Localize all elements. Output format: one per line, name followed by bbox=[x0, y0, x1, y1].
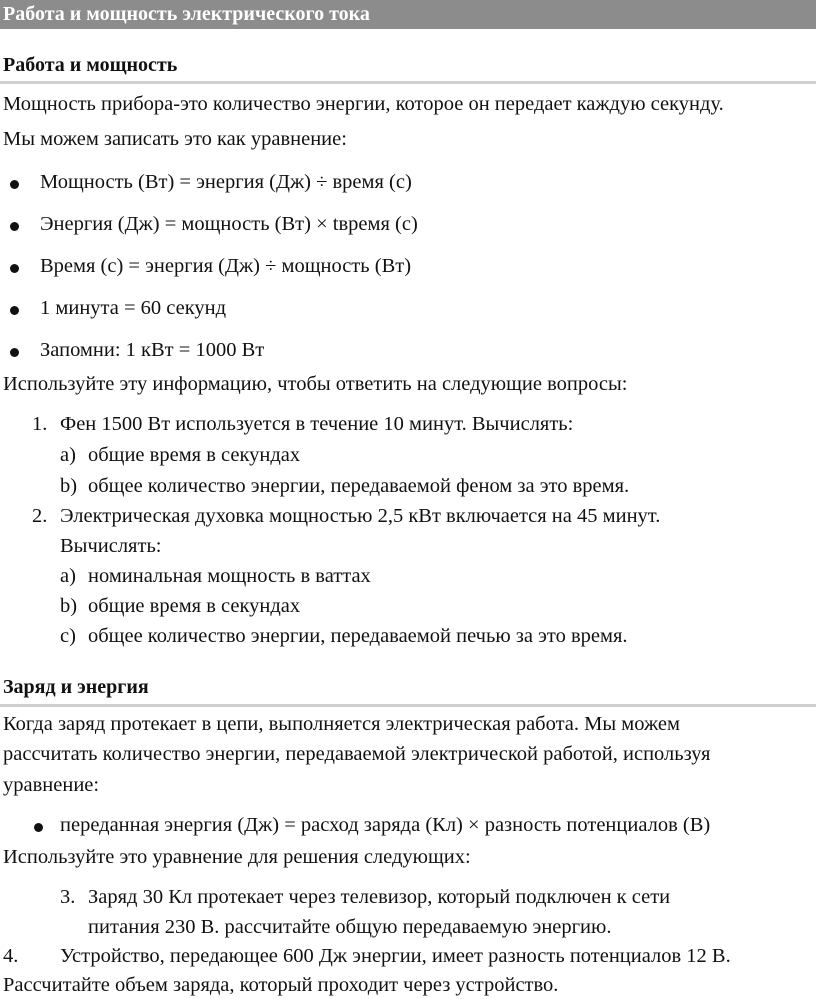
formula-bullet: переданная энергия (Дж) = расход заряда (Кл) × разность потенциалов (В) bbox=[60, 814, 711, 836]
question-number: 3. bbox=[60, 886, 76, 908]
sub-question-letter: a) bbox=[60, 565, 76, 587]
bullet-dot-icon bbox=[10, 306, 19, 315]
sub-question-letter: a) bbox=[60, 444, 76, 466]
question-text: Вычислять: bbox=[60, 535, 162, 557]
sub-question-letter: b) bbox=[60, 475, 78, 497]
bullet-dot-icon bbox=[34, 823, 43, 832]
intro-text: уравнение: bbox=[3, 774, 100, 796]
sub-question-letter: b) bbox=[60, 595, 78, 617]
question-prompt: Используйте эту информацию, чтобы ответить на следующие вопросы: bbox=[3, 373, 628, 395]
question-number: 1. bbox=[32, 413, 48, 435]
intro-text: рассчитать количество энергии, передаваемой электрической работой, используя bbox=[3, 743, 711, 765]
sub-question-text: общие время в секундах bbox=[88, 595, 301, 617]
sub-question-text: общее количество энергии, передаваемой феном за это время. bbox=[88, 475, 630, 497]
intro-text: Мощность прибора-это количество энергии, которое он передает каждую секунду. bbox=[3, 93, 724, 115]
question-prompt: Используйте это уравнение для решения следующих: bbox=[3, 846, 471, 868]
page-title: Работа и мощность электрического тока bbox=[0, 0, 816, 29]
formula-bullet: Время (с) = энергия (Дж) ÷ мощность (Вт) bbox=[40, 255, 412, 277]
formula-bullet: Запомни: 1 кВт = 1000 Вт bbox=[40, 339, 265, 361]
question-text: Заряд 30 Кл протекает через телевизор, который подключен к сети bbox=[88, 886, 671, 908]
question-text: питания 230 В. рассчитайте общую передаваемую энергию. bbox=[88, 916, 612, 938]
sub-question-text: номинальная мощность в ваттах bbox=[88, 565, 371, 587]
intro-text: Когда заряд протекает в цепи, выполняется электрическая работа. Мы можем bbox=[3, 713, 680, 735]
bullet-dot-icon bbox=[10, 348, 19, 357]
question-number: 4. bbox=[3, 945, 19, 967]
sub-question-text: общие время в секундах bbox=[88, 444, 301, 466]
bullet-dot-icon bbox=[10, 180, 19, 189]
sub-question-letter: c) bbox=[60, 625, 76, 647]
question-text: Фен 1500 Вт используется в течение 10 минут. Вычислять: bbox=[60, 413, 574, 435]
divider bbox=[0, 704, 816, 707]
sub-question-text: общее количество энергии, передаваемой печью за это время. bbox=[88, 625, 628, 647]
divider bbox=[0, 81, 816, 84]
section-heading-charge-energy: Заряд и энергия bbox=[3, 676, 149, 698]
question-text: Устройство, передающее 600 Дж энергии, имеет разность потенциалов 12 В. bbox=[60, 945, 731, 967]
formula-bullet: 1 минута = 60 секунд bbox=[40, 297, 227, 319]
bullet-dot-icon bbox=[10, 222, 19, 231]
bullet-dot-icon bbox=[10, 264, 19, 273]
section-heading-work-power: Работа и мощность bbox=[3, 54, 178, 76]
question-text: Электрическая духовка мощностью 2,5 кВт включается на 45 минут. bbox=[60, 505, 661, 527]
question-number: 2. bbox=[32, 505, 48, 527]
intro-text: Мы можем записать это как уравнение: bbox=[3, 128, 347, 150]
question-text: Рассчитайте объем заряда, который проходит через устройство. bbox=[3, 974, 559, 996]
formula-bullet: Энергия (Дж) = мощность (Вт) × tвремя (с) bbox=[40, 213, 418, 235]
formula-bullet: Мощность (Вт) = энергия (Дж) ÷ время (с) bbox=[40, 171, 412, 193]
